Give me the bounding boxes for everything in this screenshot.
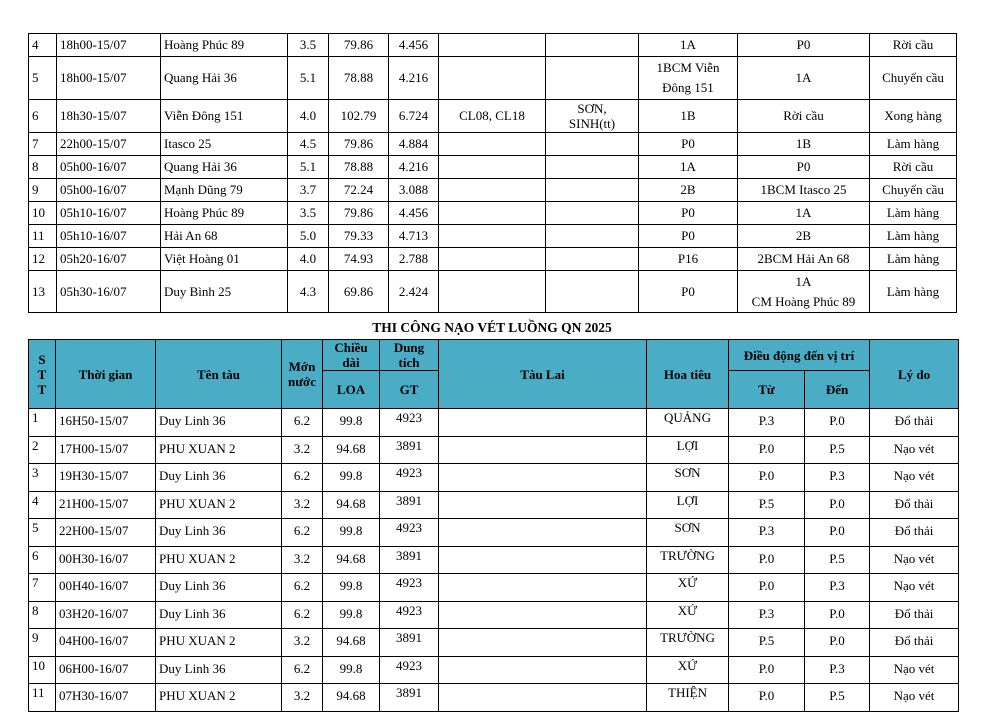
table-row (29, 629, 959, 657)
to-position-cell: 2BCM Hải An 68 (738, 248, 870, 271)
time-cell: 21H00-15/07 (56, 491, 156, 519)
section-title: THI CÔNG NẠO VÉT LUỒNG QN 2025 (372, 320, 612, 335)
pilot-line: SINH(tt) (568, 116, 616, 131)
from-position-cell: P0 (639, 271, 738, 313)
row-number: 5 (29, 519, 56, 547)
from-position-cell: P16 (639, 248, 738, 271)
gt-cell: 3891 (380, 546, 439, 574)
gt-cell: 4923 (380, 519, 439, 547)
draft-cell: 3.5 (288, 202, 329, 225)
ship-name-cell: Hoàng Phúc 89 (161, 202, 288, 225)
from-position-cell: 1B (639, 100, 738, 133)
loa-cell: 79.86 (329, 202, 389, 225)
ship-name-cell: Quang Hải 36 (161, 57, 288, 100)
ship-name-cell: PHU XUAN 2 (156, 684, 282, 712)
tug-cell (439, 601, 647, 629)
draft-cell: 4.5 (288, 133, 329, 156)
from-position-cell: P.3 (729, 601, 805, 629)
reason-cell: Xong hàng (870, 100, 957, 133)
to-position-cell: P.0 (805, 629, 870, 657)
reason-cell: Làm hàng (870, 271, 957, 313)
to-position-cell: P.5 (805, 436, 870, 464)
draft-cell: 6.2 (282, 601, 323, 629)
ship-name-cell: Duy Bình 25 (161, 271, 288, 313)
pilot-cell: LỢI (647, 491, 729, 519)
header-length: Chiều dài (323, 340, 380, 371)
ship-name-cell: Duy Linh 36 (156, 574, 282, 602)
pilot-cell (546, 225, 639, 248)
loa-cell: 69.86 (329, 271, 389, 313)
to-position-cell: P.0 (805, 519, 870, 547)
row-number: 9 (29, 179, 57, 202)
gt-cell: 4.216 (389, 57, 439, 100)
time-cell: 05h00-16/07 (57, 156, 161, 179)
loa-cell: 94.68 (323, 436, 380, 464)
pilot-cell (546, 179, 639, 202)
pilot-cell: XỨ (647, 601, 729, 629)
pilot-cell (546, 57, 639, 100)
to-position-cell: 1A (738, 57, 870, 100)
pilot-cell (546, 133, 639, 156)
header-capacity: Dung tích (380, 340, 439, 371)
time-cell: 05h10-16/07 (57, 225, 161, 248)
gt-cell: 4.456 (389, 202, 439, 225)
ship-name-cell: Quang Hải 36 (161, 156, 288, 179)
reason-cell: Đổ thải (870, 409, 959, 437)
draft-cell: 3.2 (282, 629, 323, 657)
draft-cell: 6.2 (282, 656, 323, 684)
row-number: 1 (29, 409, 56, 437)
row-number: 10 (29, 202, 57, 225)
draft-cell: 4.0 (288, 100, 329, 133)
tug-cell (439, 519, 647, 547)
ship-name-cell: Duy Linh 36 (156, 409, 282, 437)
header-to: Đến (805, 371, 870, 409)
to-position-line: 1A (795, 273, 812, 289)
gt-cell: 4923 (380, 409, 439, 437)
reason-cell: Nạo vét (870, 656, 959, 684)
pilot-cell: THIỆN (647, 684, 729, 712)
table-row (29, 34, 957, 57)
reason-cell: Làm hàng (870, 248, 957, 271)
table-row (29, 491, 959, 519)
pilot-cell: XỨ (647, 656, 729, 684)
header-stt: S T T (29, 340, 56, 409)
loa-cell: 78.88 (329, 57, 389, 100)
header-draft: Mớn nước (282, 340, 323, 409)
tug-cell (439, 202, 546, 225)
ship-name-cell: Duy Linh 36 (156, 464, 282, 492)
time-cell: 22H00-15/07 (56, 519, 156, 547)
from-position-cell: P0 (639, 225, 738, 248)
from-position-cell: 2B (639, 179, 738, 202)
table-row (29, 156, 957, 179)
draft-cell: 3.2 (282, 546, 323, 574)
draft-cell: 3.2 (282, 436, 323, 464)
row-number: 12 (29, 248, 57, 271)
time-cell: 18h30-15/07 (57, 100, 161, 133)
to-position-cell: 2B (738, 225, 870, 248)
header-move: Điều động đến vị trí (729, 340, 870, 371)
row-number: 11 (29, 225, 57, 248)
table-row (29, 248, 957, 271)
loa-cell: 99.8 (323, 601, 380, 629)
pilot-cell: QUẢNG (647, 409, 729, 437)
reason-cell: Nạo vét (870, 684, 959, 712)
table-row (29, 202, 957, 225)
ship-name-cell: PHU XUAN 2 (156, 629, 282, 657)
tug-cell (439, 546, 647, 574)
loa-cell: 79.33 (329, 225, 389, 248)
header-time: Thời gian (56, 340, 156, 409)
draft-cell: 3.5 (288, 34, 329, 57)
loa-cell: 78.88 (329, 156, 389, 179)
time-cell: 00H30-16/07 (56, 546, 156, 574)
ship-name-cell: Hoàng Phúc 89 (161, 34, 288, 57)
tug-cell (439, 225, 546, 248)
gt-cell: 2.788 (389, 248, 439, 271)
reason-cell: Làm hàng (870, 202, 957, 225)
gt-cell: 4923 (380, 656, 439, 684)
gt-cell: 6.724 (389, 100, 439, 133)
table-row (29, 271, 957, 313)
reason-cell: Chuyển cầu (870, 57, 957, 100)
table-row (29, 225, 957, 248)
table-row (29, 546, 959, 574)
time-cell: 18h00-15/07 (57, 34, 161, 57)
time-cell: 22h00-15/07 (57, 133, 161, 156)
dredging-table (28, 339, 959, 712)
draft-cell: 4.3 (288, 271, 329, 313)
loa-cell: 74.93 (329, 248, 389, 271)
table-row (29, 57, 957, 100)
ship-name-cell: Duy Linh 36 (156, 601, 282, 629)
time-cell: 16H50-15/07 (56, 409, 156, 437)
draft-cell: 6.2 (282, 574, 323, 602)
pilot-cell: LỢI (647, 436, 729, 464)
row-number: 10 (29, 656, 56, 684)
to-position-cell: 1B (738, 133, 870, 156)
draft-cell: 6.2 (282, 464, 323, 492)
pilot-cell (546, 248, 639, 271)
gt-cell: 3891 (380, 491, 439, 519)
ship-name-cell: Hải An 68 (161, 225, 288, 248)
header-pilot: Hoa tiêu (647, 340, 729, 409)
draft-cell: 5.1 (288, 156, 329, 179)
from-position-cell: P.0 (729, 574, 805, 602)
reason-cell: Đổ thải (870, 491, 959, 519)
gt-cell: 3.088 (389, 179, 439, 202)
pilot-cell: TRƯỜNG (647, 546, 729, 574)
reason-cell: Đổ thải (870, 601, 959, 629)
table-row (29, 519, 959, 547)
pilot-cell (546, 271, 639, 313)
row-number: 13 (29, 271, 57, 313)
reason-cell: Đổ thải (870, 629, 959, 657)
from-position-cell: P.3 (729, 409, 805, 437)
pilot-line: SƠN, (577, 101, 607, 116)
reason-cell: Đổ thải (870, 519, 959, 547)
header-reason: Lý do (870, 340, 959, 409)
loa-cell: 94.68 (323, 546, 380, 574)
table-row (29, 409, 959, 437)
gt-cell: 4.713 (389, 225, 439, 248)
gt-cell: 4.884 (389, 133, 439, 156)
time-cell: 05h00-16/07 (57, 179, 161, 202)
row-number: 9 (29, 629, 56, 657)
loa-cell: 79.86 (329, 133, 389, 156)
tug-cell (439, 133, 546, 156)
gt-cell: 4923 (380, 574, 439, 602)
reason-cell: Nạo vét (870, 436, 959, 464)
from-position-cell: P.0 (729, 684, 805, 712)
row-number: 3 (29, 464, 56, 492)
ship-name-cell: PHU XUAN 2 (156, 491, 282, 519)
pilot-cell (546, 34, 639, 57)
header-ship: Tên tàu (156, 340, 282, 409)
reason-cell: Rời cầu (870, 156, 957, 179)
pilot-cell: XỨ (647, 574, 729, 602)
tug-cell: CL08, CL18 (439, 100, 546, 133)
tug-cell (439, 656, 647, 684)
reason-cell: Làm hàng (870, 225, 957, 248)
header-loa: LOA (323, 371, 380, 409)
row-number: 5 (29, 57, 57, 100)
loa-cell: 94.68 (323, 629, 380, 657)
loa-cell: 79.86 (329, 34, 389, 57)
draft-cell: 3.2 (282, 491, 323, 519)
to-position-cell: P0 (738, 34, 870, 57)
tug-cell (439, 248, 546, 271)
gt-cell: 4923 (380, 464, 439, 492)
from-position-cell: P.5 (729, 629, 805, 657)
from-position-line: Đông 151 (662, 80, 714, 95)
from-position-cell: 1A (639, 156, 738, 179)
from-position-cell: P0 (639, 133, 738, 156)
to-position-cell: P.0 (805, 601, 870, 629)
header-from: Từ (729, 371, 805, 409)
tug-cell (439, 156, 546, 179)
row-number: 4 (29, 34, 57, 57)
from-position-line: 1BCM Viễn (656, 60, 720, 75)
draft-cell: 3.2 (282, 684, 323, 712)
to-position-cell (738, 271, 870, 313)
time-cell: 17H00-15/07 (56, 436, 156, 464)
pilot-cell (546, 202, 639, 225)
reason-cell: Nạo vét (870, 546, 959, 574)
loa-cell: 102.79 (329, 100, 389, 133)
dredging-table-body (29, 409, 959, 712)
pilot-cell: TRƯỜNG (647, 629, 729, 657)
row-number: 6 (29, 100, 57, 133)
time-cell: 04H00-16/07 (56, 629, 156, 657)
row-number: 4 (29, 491, 56, 519)
reason-cell: Chuyển cầu (870, 179, 957, 202)
to-position-cell: P.5 (805, 546, 870, 574)
loa-cell: 99.8 (323, 574, 380, 602)
gt-cell: 4923 (380, 601, 439, 629)
loa-cell: 99.8 (323, 464, 380, 492)
time-cell: 18h00-15/07 (57, 57, 161, 100)
loa-cell: 94.68 (323, 684, 380, 712)
row-number: 7 (29, 574, 56, 602)
ship-name-cell: Duy Linh 36 (156, 519, 282, 547)
from-position-cell: P.0 (729, 464, 805, 492)
ship-name-cell: Viễn Đông 151 (161, 100, 288, 133)
time-cell: 06H00-16/07 (56, 656, 156, 684)
table-row (29, 133, 957, 156)
header-gt: GT (380, 371, 439, 409)
gt-cell: 4.216 (389, 156, 439, 179)
table-row (29, 179, 957, 202)
table-row (29, 100, 957, 133)
tug-cell (439, 491, 647, 519)
gt-cell: 4.456 (389, 34, 439, 57)
from-position-cell: P.0 (729, 546, 805, 574)
time-cell: 00H40-16/07 (56, 574, 156, 602)
loa-cell: 99.8 (323, 656, 380, 684)
from-position-cell: P.3 (729, 519, 805, 547)
ship-movement-body (29, 34, 957, 313)
row-number: 6 (29, 546, 56, 574)
to-position-cell: 1BCM Itasco 25 (738, 179, 870, 202)
tug-cell (439, 271, 546, 313)
table-row (29, 684, 959, 712)
gt-cell: 3891 (380, 629, 439, 657)
tug-cell (439, 684, 647, 712)
tug-cell (439, 57, 546, 100)
ship-name-cell: Duy Linh 36 (156, 656, 282, 684)
draft-cell: 6.2 (282, 409, 323, 437)
draft-cell: 3.7 (288, 179, 329, 202)
loa-cell: 99.8 (323, 409, 380, 437)
from-position-cell: P0 (639, 202, 738, 225)
to-position-cell: P.3 (805, 656, 870, 684)
pilot-cell (546, 100, 639, 133)
to-position-cell: P.3 (805, 574, 870, 602)
row-number: 8 (29, 601, 56, 629)
reason-cell: Nạo vét (870, 574, 959, 602)
to-position-cell: P.5 (805, 684, 870, 712)
time-cell: 03H20-16/07 (56, 601, 156, 629)
reason-cell: Rời cầu (870, 34, 957, 57)
draft-cell: 5.0 (288, 225, 329, 248)
loa-cell: 99.8 (323, 519, 380, 547)
from-position-cell: 1A (639, 34, 738, 57)
draft-cell: 5.1 (288, 57, 329, 100)
loa-cell: 94.68 (323, 491, 380, 519)
header-tug: Tàu Lai (439, 340, 647, 409)
tug-cell (439, 34, 546, 57)
ship-name-cell: PHU XUAN 2 (156, 546, 282, 574)
from-position-cell: P.0 (729, 656, 805, 684)
time-cell: 05h30-16/07 (57, 271, 161, 313)
gt-cell: 2.424 (389, 271, 439, 313)
time-cell: 19H30-15/07 (56, 464, 156, 492)
to-position-cell: Rời cầu (738, 100, 870, 133)
gt-cell: 3891 (380, 436, 439, 464)
table-row (29, 656, 959, 684)
ship-movement-table (28, 33, 957, 313)
time-cell: 05h10-16/07 (57, 202, 161, 225)
table-row (29, 574, 959, 602)
to-position-cell: P.0 (805, 409, 870, 437)
to-position-cell: 1A (738, 202, 870, 225)
to-position-line: CM Hoàng Phúc 89 (751, 293, 856, 309)
table-row (29, 436, 959, 464)
reason-cell: Làm hàng (870, 133, 957, 156)
time-cell: 05h20-16/07 (57, 248, 161, 271)
draft-cell: 4.0 (288, 248, 329, 271)
tug-cell (439, 464, 647, 492)
ship-name-cell: Mạnh Dũng 79 (161, 179, 288, 202)
ship-name-cell: Việt Hoàng 01 (161, 248, 288, 271)
row-number: 11 (29, 684, 56, 712)
tug-cell (439, 409, 647, 437)
gt-cell: 3891 (380, 684, 439, 712)
ship-name-cell: Itasco 25 (161, 133, 288, 156)
tug-cell (439, 436, 647, 464)
draft-cell: 6.2 (282, 519, 323, 547)
tug-cell (439, 574, 647, 602)
row-number: 8 (29, 156, 57, 179)
from-position-cell (639, 57, 738, 100)
to-position-cell: P.0 (805, 491, 870, 519)
table-row (29, 601, 959, 629)
pilot-cell: SƠN (647, 519, 729, 547)
pilot-cell: SƠN (647, 464, 729, 492)
reason-cell: Nạo vét (870, 464, 959, 492)
loa-cell: 72.24 (329, 179, 389, 202)
time-cell: 07H30-16/07 (56, 684, 156, 712)
dredging-table-header (29, 340, 959, 409)
tug-cell (439, 629, 647, 657)
from-position-cell: P.0 (729, 436, 805, 464)
ship-name-cell: PHU XUAN 2 (156, 436, 282, 464)
row-number: 7 (29, 133, 57, 156)
to-position-cell: P0 (738, 156, 870, 179)
to-position-cell: P.3 (805, 464, 870, 492)
tug-cell (439, 179, 546, 202)
pilot-cell (546, 156, 639, 179)
row-number: 2 (29, 436, 56, 464)
table-row (29, 464, 959, 492)
from-position-cell: P.5 (729, 491, 805, 519)
